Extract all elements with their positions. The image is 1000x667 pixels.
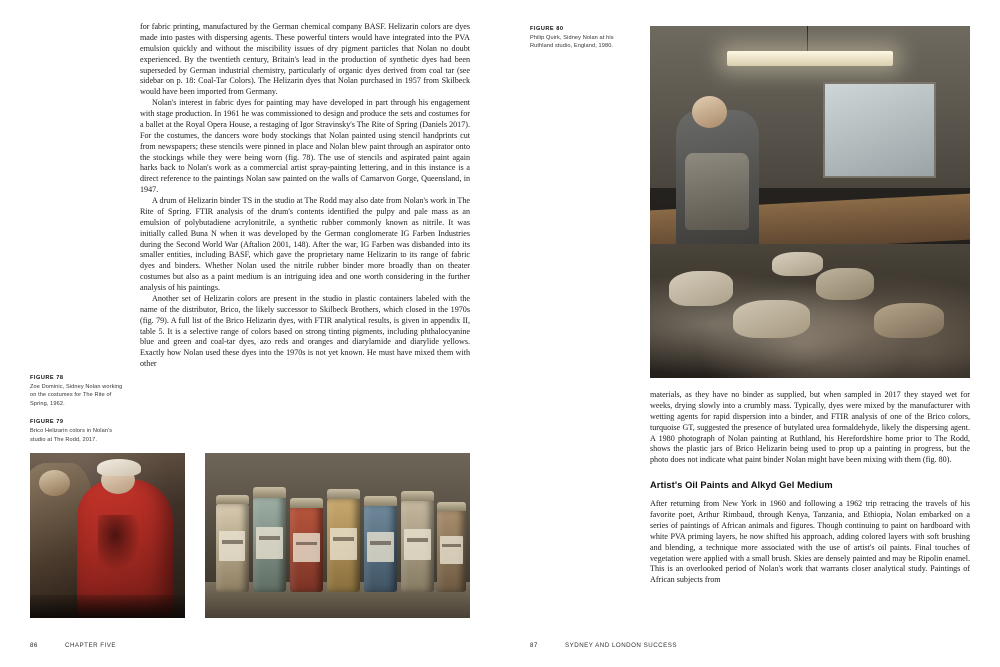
helizarin-jars-photo (205, 453, 470, 618)
right-page-body (650, 390, 970, 586)
figure-label: FIGURE 80 (530, 26, 564, 32)
figure-label: FIGURE 78 (30, 375, 64, 381)
paragraph: Another set of Helizarin colors are present in the studio in plastic containers labeled with the name of the distributor, Brico, the likely successor to Skilbeck Brothers, which closed in the 1970s (fig. 79). A full list of the Brico Helizarin dyes, with FTIR analytical results, is given in appendix II, table 5. It is a selective range of colors based on strong tinting pigments, including phthalocyanine blue and green and coal-tar dyes, azo reds and oranges and diarylamide and diarylide yellows. Exactly how Nolan used these dyes into the 1970s is not yet known. He must have mixed them with other (140, 293, 470, 369)
page-number: 86 (30, 642, 38, 649)
dancers-costume-photo (30, 453, 185, 618)
left-page-body (140, 22, 470, 370)
figure-caption-78 (30, 375, 125, 408)
page-number: 87 (530, 642, 538, 649)
right-page (500, 0, 1000, 667)
figure-label: FIGURE 79 (30, 419, 64, 426)
running-head: CHAPTER FIVE (65, 642, 116, 649)
paragraph: A drum of Helizarin binder TS in the studio at The Rodd may also date from Nolan's work in The Rite of Spring. FTIR analysis of the drum's contents identified the pulpy and pale mass as an emulsion of polybutadiene acrylonitrile, a synthetic rubber commonly known as nitrile. It was initially called Buna N when it was developed by the German conglomerate IG Farben Industries during the Second World War (Aftalion 2001, 148). After the war, IG Farben was disbanded into its smaller entities, including BASF, which gave the proprietary name Helizarin to its range of fabric dyes and binders. Whether Nolan used the nitrile rubber binder more broadly than on theater costumes but also as a paint medium is an intriguing idea and one worth considering in the further analysis of his paintings. (140, 196, 470, 292)
paragraph: for fabric printing, manufactured by the German chemical company BASF. Helizarin colors are dyes made into pastes with dispersing agents. These powerful tinters would have integrated into the PVA emulsion quickly and without the miscibility issues of dry pigment particles that Nolan no doubt experienced. By the twentieth century, Britain's lead in the production of synthetic dyes had been superseded by German industrial chemistry, particularly of organic dyes derived from coal tar (see sidebar on p. 18: Coal-Tar Colors). The Helizarin dyes that Nolan purchased in 1957 from Skilbeck would have been imported from Germany. (140, 22, 470, 97)
paragraph: materials, as they have no binder as supplied, but when sampled in 2017 they stayed wet for weeks, drying slowly into a crumbly mass. Typically, dyes were mixed by the manufacturer with wetting agents for rapid dispersion into a binder, and FTIR analysis of one of the Brico colors, turquoise GT, suggested the presence of butylated urea formaldehyde, likely the dispersing agent. A 1980 photograph of Nolan painting at Ruthland, his Herefordshire home prior to The Rodd, shows the plastic jars of Brico Helizarin being used to prop up a painting in progress, but the photo does not indicate what paint binder Nolan might have been mixing with them (fig. 80). (650, 390, 970, 465)
figure-caption-text: Brico Helizarin colors in Nolan's studio at The Rodd, 2017. (30, 428, 113, 443)
right-figure-caption (530, 26, 635, 62)
figure-caption-text: Philip Quirk, Sidney Nolan at his Ruthland studio, England, 1980. (530, 35, 614, 50)
running-head: SYDNEY AND LONDON SUCCESS (565, 642, 677, 649)
section-heading: Artist's Oil Paints and Alkyd Gel Medium (650, 480, 833, 491)
figure-caption-79 (30, 419, 125, 444)
paragraph: After returning from New York in 1960 and following a 1962 trip retracing the travels of his favorite poet, Arthur Rimbaud, through Kenya, Tanzania, and Ethiopia, Nolan embarked on a series of paintings of African animals and figures. Though continuing to paint on hardboard with white PVA priming layers, he now shifted his approach, adding colored layers with soft brushing and blending, a technique more associated with the use of artist's oil paints. Final touches of vegetation were applied with a small brush. Skies are densely painted and may be Ripolin enamel. This is an overlooked period of Nolan's work that warrants closer analytical study. Paintings of African subjects from (650, 499, 970, 585)
figure-caption-80 (530, 26, 635, 51)
figure-caption-text: Zoe Dominic, Sidney Nolan working on the costumes for The Rite of Spring, 1962. (30, 384, 123, 407)
nolan-studio-photo (650, 26, 970, 378)
left-figure-captions (30, 375, 125, 455)
paragraph: Nolan's interest in fabric dyes for painting may have developed in part through his engagement with stage production. In 1961 he was commissioned to design and produce the sets and costumes for a ballet at the Royal Opera House, a restaging of Igor Stravinsky's The Rite of Spring (Daniels 2017). For the costumes, the dancers wore body stockings that Nolan painted using stencil handprints cut from newspapers; these stencils were pinned in place and Nolan blew paint through an aspirator onto the stockings while they were being worn (fig. 78). The use of stencils and aspirated paint again harks back to Nolan's work as a commercial artist spray-painting lettering, and in this instance is a direct reference to the paintings Nolan saw painted on the walls of Carnarvon Gorge, Queensland, in 1947. (140, 98, 470, 195)
